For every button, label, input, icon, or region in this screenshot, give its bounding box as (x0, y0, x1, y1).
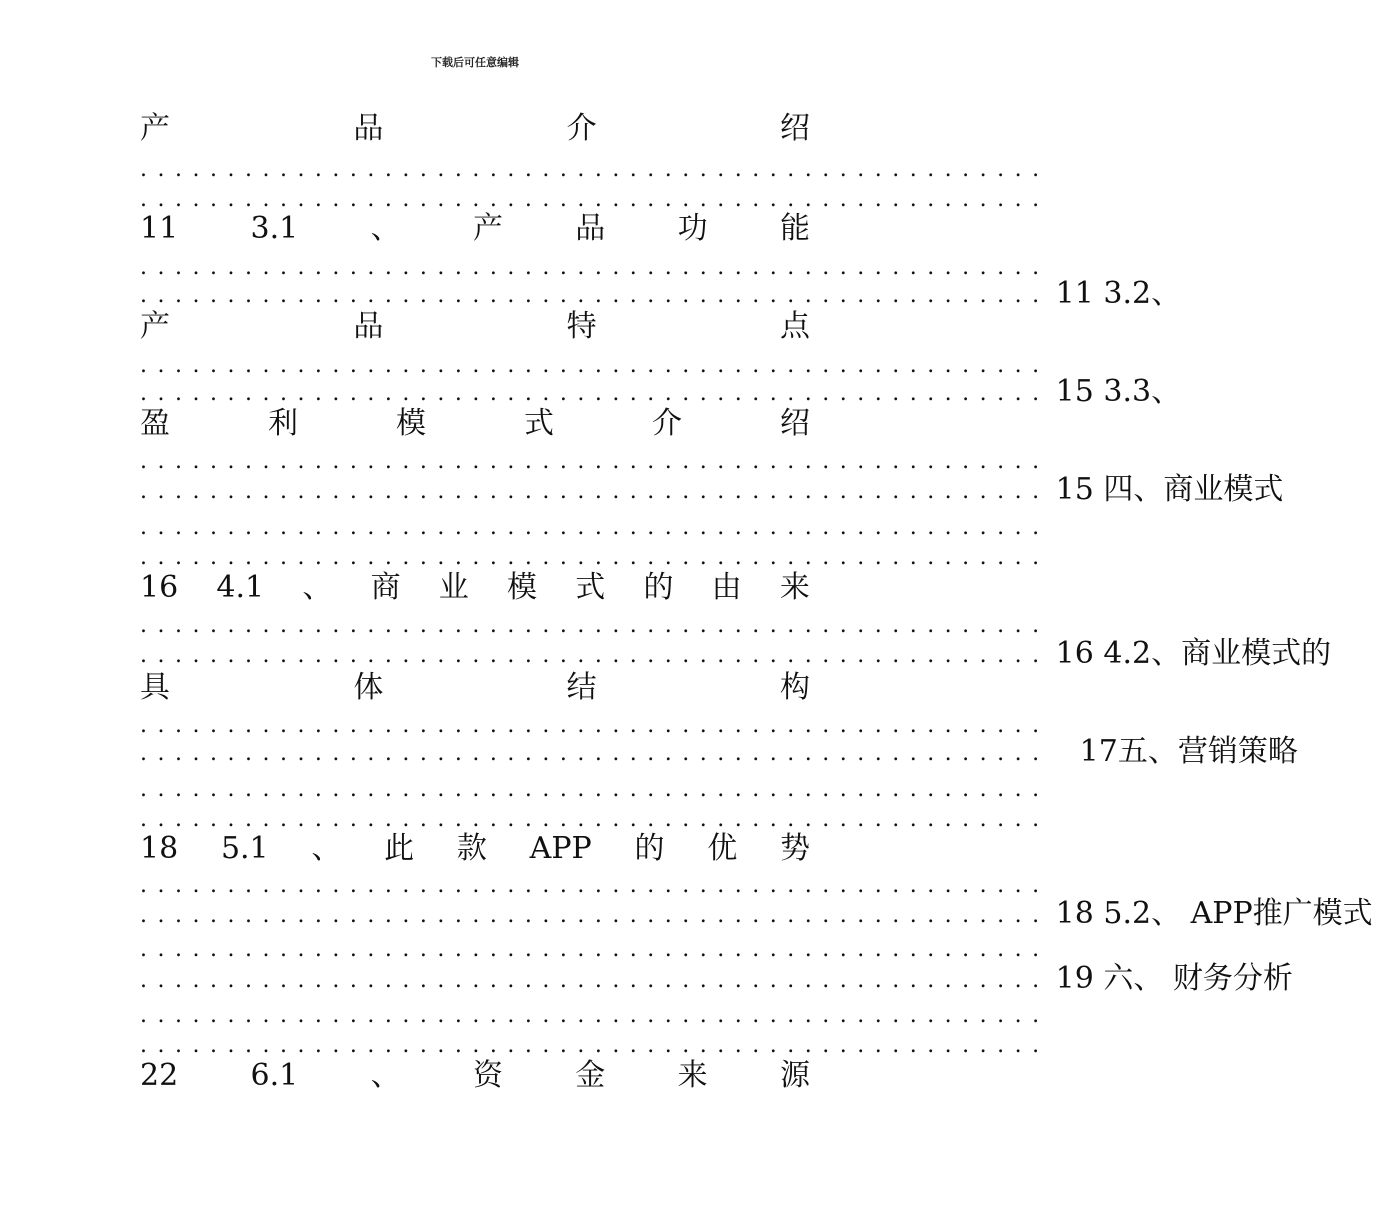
toc-line: .................................................... 15 四、商业模式 (140, 472, 1284, 507)
toc-leader-dots: .................................................... (140, 545, 1050, 570)
toc-line: 产 品 特 点 (140, 309, 810, 344)
toc-leader-dots: .................................................... (140, 515, 1050, 540)
toc-line: 16 4.1 、 商 业 模 式 的 由 来 (140, 570, 810, 605)
toc-leader-dots: .................................................... (140, 713, 1050, 738)
toc-leader-dots: .................................................... (140, 449, 1050, 474)
toc-line: .................................................... 19 六、 财务分析 (140, 961, 1293, 996)
toc-leader-dots: .................................................... (140, 613, 1050, 638)
toc-line: 22 6.1 、 资 金 来 源 (140, 1058, 810, 1093)
page-header: 下载后可任意编辑 (431, 56, 519, 69)
toc-line: 具 体 结 构 (140, 670, 810, 705)
toc-leader-dots: .................................................... (140, 1033, 1050, 1058)
toc-leader-dots: .................................................... (140, 187, 1050, 212)
toc-leader-dots: .................................................... (140, 353, 1050, 378)
toc-leader-dots: .................................................... (140, 255, 1050, 280)
toc-leader-dots: .................................................... (140, 807, 1050, 832)
toc-line: 11 3.1 、 产 品 功 能 (140, 211, 810, 246)
toc-line: .................................................... 16 4.2、商业模式的 (140, 636, 1332, 671)
toc-line: .................................................... 11 3.2、 (140, 276, 1182, 311)
toc-leader-dots: .................................................... (140, 157, 1050, 182)
toc-leader-dots: .................................................... (140, 1003, 1050, 1028)
toc-line: .................................................... 17 五 、 营 销 策 略 (140, 734, 1298, 769)
toc-line: 产 品 介 绍 (140, 111, 810, 146)
toc-line: 盈 利 模 式 介 绍 (140, 406, 810, 441)
toc-leader-dots: .................................................... (140, 777, 1050, 802)
toc-line: 18 5.1 、 此 款 APP 的 优 势 (140, 831, 810, 866)
toc-leader-dots: .................................................... (140, 937, 1050, 962)
toc-leader-dots: .................................................... (140, 873, 1050, 898)
toc-line: .................................................... 15 3.3、 (140, 374, 1182, 409)
toc-line: .................................................... 18 5.2、 APP推广模式 (140, 896, 1373, 931)
